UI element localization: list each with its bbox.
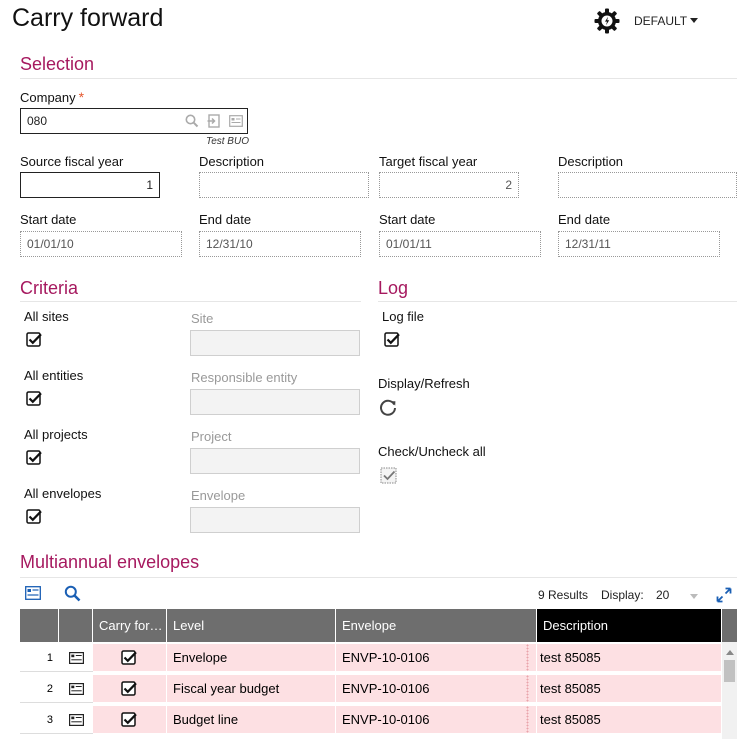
all-sites-checkbox[interactable] xyxy=(26,332,42,348)
site-label: Site xyxy=(191,311,214,326)
all-sites-label: All sites xyxy=(24,309,69,324)
target-start-date-label: Start date xyxy=(379,212,436,227)
profile-menu[interactable] xyxy=(634,14,698,28)
table-row[interactable] xyxy=(59,644,93,672)
level-cell[interactable]: Budget line xyxy=(167,706,336,734)
all-projects-label: All projects xyxy=(24,427,88,442)
display-refresh-label: Display/Refresh xyxy=(378,376,470,391)
project-field[interactable] xyxy=(190,448,360,474)
all-entities-label: All entities xyxy=(24,368,84,383)
envelopes-title: Multiannual envelopes xyxy=(20,552,200,572)
caret-down-icon xyxy=(690,18,698,23)
table-row[interactable] xyxy=(59,675,93,703)
section-divider xyxy=(378,301,737,302)
level-cell[interactable]: Fiscal year budget xyxy=(167,675,336,703)
carry-forward-cell[interactable] xyxy=(93,706,167,734)
envelope-cell[interactable]: ENVP-10-0106 xyxy=(336,644,537,672)
section-divider xyxy=(20,78,737,79)
transfer-icon[interactable] xyxy=(207,114,221,128)
log-title: Log xyxy=(378,278,409,298)
carry-forward-checkbox[interactable] xyxy=(121,712,137,728)
target-fiscal-year-field[interactable]: 2 xyxy=(379,172,519,198)
envelope-field[interactable] xyxy=(190,507,360,533)
display-select[interactable]: 20 xyxy=(656,588,670,602)
row-number: 3 xyxy=(20,706,59,734)
all-envelopes-label: All envelopes xyxy=(24,486,102,501)
detail-icon[interactable] xyxy=(229,114,243,128)
row-number: 1 xyxy=(20,644,59,672)
caret-down-icon[interactable] xyxy=(690,594,698,599)
required-icon: * xyxy=(78,89,85,105)
selection-title: Selection xyxy=(20,54,95,74)
detail-icon[interactable] xyxy=(69,683,84,695)
grid-header-spacer xyxy=(722,609,737,642)
envelope-label: Envelope xyxy=(191,488,246,503)
section-divider xyxy=(20,301,361,302)
company-label: Company * xyxy=(20,89,85,105)
target-description-field[interactable] xyxy=(558,172,737,198)
source-start-date-label: Start date xyxy=(20,212,77,227)
description-cell[interactable]: test 85085 xyxy=(537,675,722,703)
vertical-scrollbar[interactable] xyxy=(722,642,737,739)
log-file-checkbox[interactable] xyxy=(384,332,400,348)
target-description-label: Description xyxy=(558,154,624,169)
grid-header-description[interactable]: Description xyxy=(537,609,722,642)
check-uncheck-all-checkbox[interactable] xyxy=(380,467,398,485)
source-end-date-label: End date xyxy=(199,212,252,227)
source-description-label: Description xyxy=(199,154,265,169)
criteria-title: Criteria xyxy=(20,278,79,298)
source-fiscal-year-label: Source fiscal year xyxy=(20,154,124,169)
description-cell[interactable]: test 85085 xyxy=(537,644,722,672)
envelopes-grid xyxy=(20,609,737,739)
grid-header-carry-forward[interactable]: Carry for… xyxy=(93,609,167,642)
detail-icon[interactable] xyxy=(69,652,84,664)
detail-icon[interactable] xyxy=(69,714,84,726)
scroll-up-icon[interactable] xyxy=(726,650,734,655)
level-cell[interactable]: Envelope xyxy=(167,644,336,672)
log-file-label: Log file xyxy=(382,309,424,324)
all-envelopes-checkbox[interactable] xyxy=(26,509,42,525)
carry-forward-cell[interactable] xyxy=(93,644,167,672)
envelope-cell[interactable]: ENVP-10-0106 xyxy=(336,706,537,734)
carry-forward-checkbox[interactable] xyxy=(121,681,137,697)
refresh-icon[interactable] xyxy=(378,398,398,418)
profile-label: DEFAULT xyxy=(634,14,688,28)
envelope-cell[interactable]: ENVP-10-0106 xyxy=(336,675,537,703)
source-end-date-field[interactable]: 12/31/10 xyxy=(199,231,361,257)
row-number: 2 xyxy=(20,675,59,703)
expand-icon[interactable] xyxy=(716,587,732,603)
source-fiscal-year-field[interactable]: 1 xyxy=(20,172,160,198)
company-hint: Test BUO xyxy=(206,136,249,147)
grid-header-row-num xyxy=(20,609,59,642)
source-description-field[interactable] xyxy=(199,172,369,198)
results-count: 9 Results xyxy=(538,588,589,602)
display-label: Display: xyxy=(601,588,644,602)
search-icon[interactable] xyxy=(64,585,81,602)
responsible-entity-field[interactable] xyxy=(190,389,360,415)
check-uncheck-all-label: Check/Uncheck all xyxy=(378,444,486,459)
carry-forward-cell[interactable] xyxy=(93,675,167,703)
detail-icon[interactable] xyxy=(25,586,41,600)
site-field[interactable] xyxy=(190,330,360,356)
target-end-date-label: End date xyxy=(558,212,611,227)
project-label: Project xyxy=(191,429,232,444)
page-title: Carry forward xyxy=(12,4,164,32)
all-projects-checkbox[interactable] xyxy=(26,450,42,466)
responsible-entity-label: Responsible entity xyxy=(191,370,298,385)
search-icon[interactable] xyxy=(185,114,199,128)
gear-icon[interactable] xyxy=(594,8,620,34)
grid-header-detail xyxy=(59,609,93,642)
company-value: 080 xyxy=(27,114,48,128)
target-end-date-field[interactable]: 12/31/11 xyxy=(558,231,720,257)
grid-header-level[interactable]: Level xyxy=(167,609,336,642)
section-divider xyxy=(20,577,737,578)
carry-forward-checkbox[interactable] xyxy=(121,650,137,666)
description-cell[interactable]: test 85085 xyxy=(537,706,722,734)
target-start-date-field[interactable]: 01/01/11 xyxy=(379,231,541,257)
table-row[interactable] xyxy=(59,706,93,734)
scroll-thumb[interactable] xyxy=(724,660,735,682)
target-fiscal-year-label: Target fiscal year xyxy=(379,154,478,169)
grid-header-envelope[interactable]: Envelope xyxy=(336,609,537,642)
all-entities-checkbox[interactable] xyxy=(26,391,42,407)
source-start-date-field[interactable]: 01/01/10 xyxy=(20,231,182,257)
